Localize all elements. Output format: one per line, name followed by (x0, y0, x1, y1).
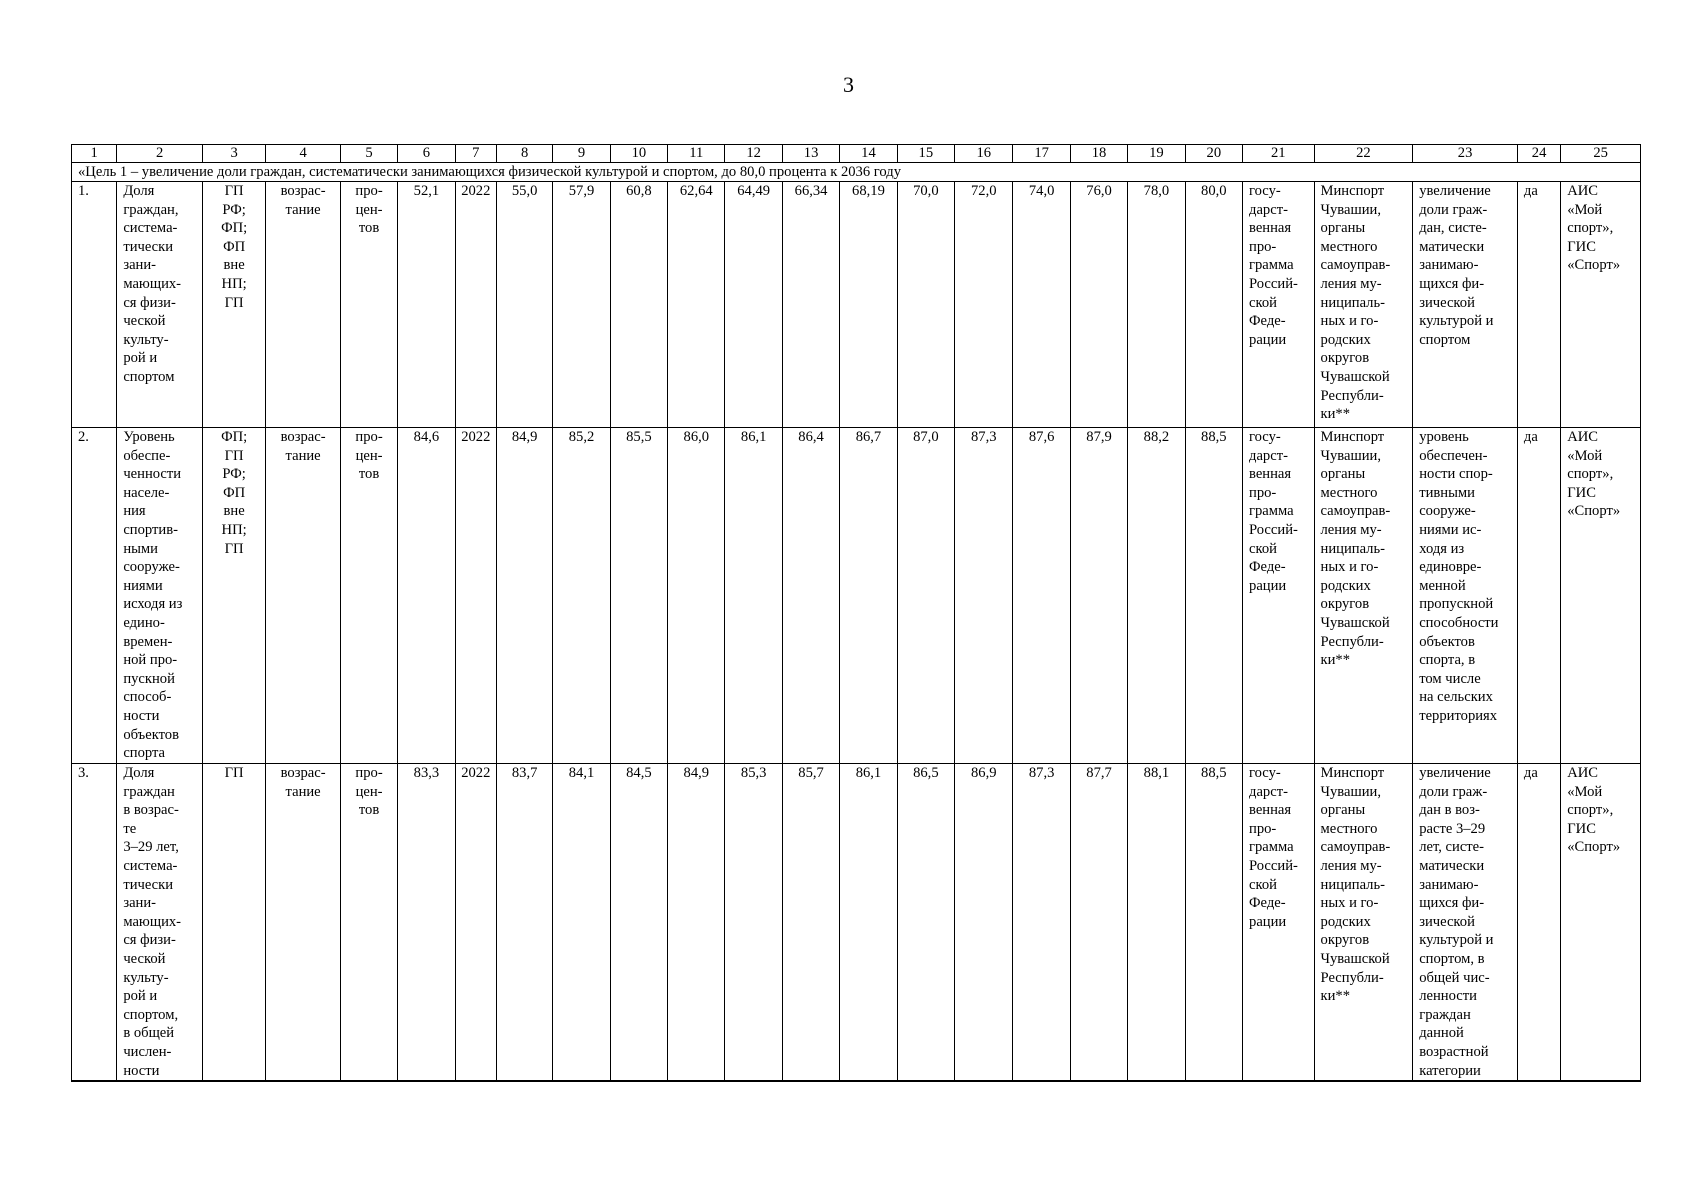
base-value-cell: 83,3 (398, 764, 455, 1082)
page-number: 3 (843, 72, 854, 97)
year-value-cell: 86,9 (955, 764, 1013, 1082)
column-number-cell: 16 (955, 145, 1013, 163)
responsible-cell: Минспорт Чувашии, органы местного самоуправ- ления му- ниципаль- ных и го- родских округов Чувашской Республи- ки** (1314, 764, 1413, 1082)
column-number-cell: 3 (202, 145, 265, 163)
program-cell: госу- дарст- венная про- грамма Россий- ской Феде- рации (1243, 428, 1315, 764)
system-cell: АИС «Мой спорт», ГИС «Спорт» (1561, 428, 1641, 764)
goal-row (72, 163, 1641, 182)
trend-cell: возрас- тание (266, 764, 341, 1082)
result-cell: уровень обеспечен- ности спор- тивными сооруже- ниями ис- ходя из единовре- менной пропускной способности объектов спорта, в том числе на сельских территориях (1413, 428, 1518, 764)
level-cell: ФП; ГП РФ; ФП вне НП; ГП (202, 428, 265, 764)
year-value-cell: 86,1 (725, 428, 782, 764)
column-number-cell: 4 (266, 145, 341, 163)
year-value-cell: 64,49 (725, 182, 782, 428)
column-number-cell: 19 (1128, 145, 1185, 163)
column-number-cell: 10 (610, 145, 667, 163)
program-cell: госу- дарст- венная про- грамма Россий- ской Феде- рации (1243, 182, 1315, 428)
column-number-cell: 7 (455, 145, 496, 163)
year-value-cell: 85,3 (725, 764, 782, 1082)
trend-cell: возрас- тание (266, 428, 341, 764)
year-value-cell: 86,1 (840, 764, 897, 1082)
system-cell: АИС «Мой спорт», ГИС «Спорт» (1561, 182, 1641, 428)
column-number-cell: 17 (1013, 145, 1070, 163)
year-value-cell: 84,9 (496, 428, 552, 764)
row-number-cell: 2. (72, 428, 117, 764)
year-value-cell: 60,8 (610, 182, 667, 428)
year-value-cell: 84,5 (610, 764, 667, 1082)
year-value-cell: 86,7 (840, 428, 897, 764)
column-number-cell: 12 (725, 145, 782, 163)
unit-cell: про- цен- тов (340, 764, 397, 1082)
year-value-cell: 87,3 (1013, 764, 1070, 1082)
year-value-cell: 88,5 (1185, 428, 1242, 764)
base-year-cell: 2022 (455, 764, 496, 1082)
column-number-cell: 9 (553, 145, 610, 163)
year-value-cell: 78,0 (1128, 182, 1185, 428)
row-number-cell: 1. (72, 182, 117, 428)
year-value-cell: 85,2 (553, 428, 610, 764)
system-cell: АИС «Мой спорт», ГИС «Спорт» (1561, 764, 1641, 1082)
column-number-cell: 15 (897, 145, 954, 163)
responsible-cell: Минспорт Чувашии, органы местного самоуправ- ления му- ниципаль- ных и го- родских округов Чувашской Республи- ки** (1314, 182, 1413, 428)
base-year-cell: 2022 (455, 428, 496, 764)
indicator-row (72, 428, 1641, 764)
year-value-cell: 74,0 (1013, 182, 1070, 428)
year-value-cell: 86,4 (782, 428, 839, 764)
column-number-cell: 25 (1561, 145, 1641, 163)
year-value-cell: 68,19 (840, 182, 897, 428)
trend-cell: возрас- тание (266, 182, 341, 428)
column-number-cell: 1 (72, 145, 117, 163)
column-number-cell: 8 (496, 145, 552, 163)
unit-cell: про- цен- тов (340, 428, 397, 764)
year-value-cell: 88,1 (1128, 764, 1185, 1082)
column-number-cell: 5 (340, 145, 397, 163)
year-value-cell: 87,7 (1070, 764, 1127, 1082)
flag-cell: да (1517, 764, 1560, 1082)
indicator-name-cell: Доля граждан, система- тически зани- мающих- ся физи- ческой культу- рой и спортом (117, 182, 203, 428)
unit-cell: про- цен- тов (340, 182, 397, 428)
column-number-cell: 13 (782, 145, 839, 163)
column-number-cell: 14 (840, 145, 897, 163)
year-value-cell: 83,7 (496, 764, 552, 1082)
column-number-cell: 20 (1185, 145, 1242, 163)
level-cell: ГП РФ; ФП; ФП вне НП; ГП (202, 182, 265, 428)
year-value-cell: 57,9 (553, 182, 610, 428)
year-value-cell: 76,0 (1070, 182, 1127, 428)
goal-text: «Цель 1 – увеличение доли граждан, систематически занимающихся физической культурой и спортом, до 80,0 процента к 2036 году (72, 163, 1641, 182)
year-value-cell: 66,34 (782, 182, 839, 428)
year-value-cell: 84,9 (668, 764, 725, 1082)
result-cell: увеличение доли граж- дан в воз- расте 3–29 лет, систе- матически занимаю- щихся фи- зической культурой и спортом, в общей чис- ленности граждан данной возрастной категории (1413, 764, 1518, 1082)
indicator-name-cell: Уровень обеспе- ченности населе- ния спортив- ными сооруже- ниями исходя из едино- времен- ной про- пускной способ- ности объектов спорта (117, 428, 203, 764)
year-value-cell: 85,5 (610, 428, 667, 764)
column-number-cell: 21 (1243, 145, 1315, 163)
column-number-cell: 18 (1070, 145, 1127, 163)
program-cell: госу- дарст- венная про- грамма Россий- ской Феде- рации (1243, 764, 1315, 1082)
column-number-cell: 22 (1314, 145, 1413, 163)
year-value-cell: 87,6 (1013, 428, 1070, 764)
flag-cell: да (1517, 182, 1560, 428)
year-value-cell: 87,0 (897, 428, 954, 764)
column-number-cell: 23 (1413, 145, 1518, 163)
year-value-cell: 86,0 (668, 428, 725, 764)
indicator-row (72, 764, 1641, 1082)
year-value-cell: 85,7 (782, 764, 839, 1082)
indicator-row (72, 182, 1641, 428)
column-number-row (72, 145, 1641, 163)
level-cell: ГП (202, 764, 265, 1082)
year-value-cell: 72,0 (955, 182, 1013, 428)
base-year-cell: 2022 (455, 182, 496, 428)
responsible-cell: Минспорт Чувашии, органы местного самоуправ- ления му- ниципаль- ных и го- родских округов Чувашской Республи- ки** (1314, 428, 1413, 764)
year-value-cell: 87,9 (1070, 428, 1127, 764)
column-number-cell: 6 (398, 145, 455, 163)
base-value-cell: 52,1 (398, 182, 455, 428)
row-number-cell: 3. (72, 764, 117, 1082)
flag-cell: да (1517, 428, 1560, 764)
year-value-cell: 88,5 (1185, 764, 1242, 1082)
year-value-cell: 84,1 (553, 764, 610, 1082)
base-value-cell: 84,6 (398, 428, 455, 764)
indicators-table (71, 144, 1641, 1082)
year-value-cell: 55,0 (496, 182, 552, 428)
year-value-cell: 86,5 (897, 764, 954, 1082)
year-value-cell: 62,64 (668, 182, 725, 428)
column-number-cell: 2 (117, 145, 203, 163)
indicator-name-cell: Доля граждан в возрас- те 3–29 лет, система- тически зани- мающих- ся физи- ческой культу- рой и спортом, в общей числен- ности (117, 764, 203, 1082)
column-number-cell: 11 (668, 145, 725, 163)
result-cell: увеличение доли граж- дан, систе- матически занимаю- щихся фи- зической культурой и спортом (1413, 182, 1518, 428)
year-value-cell: 70,0 (897, 182, 954, 428)
year-value-cell: 80,0 (1185, 182, 1242, 428)
year-value-cell: 88,2 (1128, 428, 1185, 764)
column-number-cell: 24 (1517, 145, 1560, 163)
year-value-cell: 87,3 (955, 428, 1013, 764)
